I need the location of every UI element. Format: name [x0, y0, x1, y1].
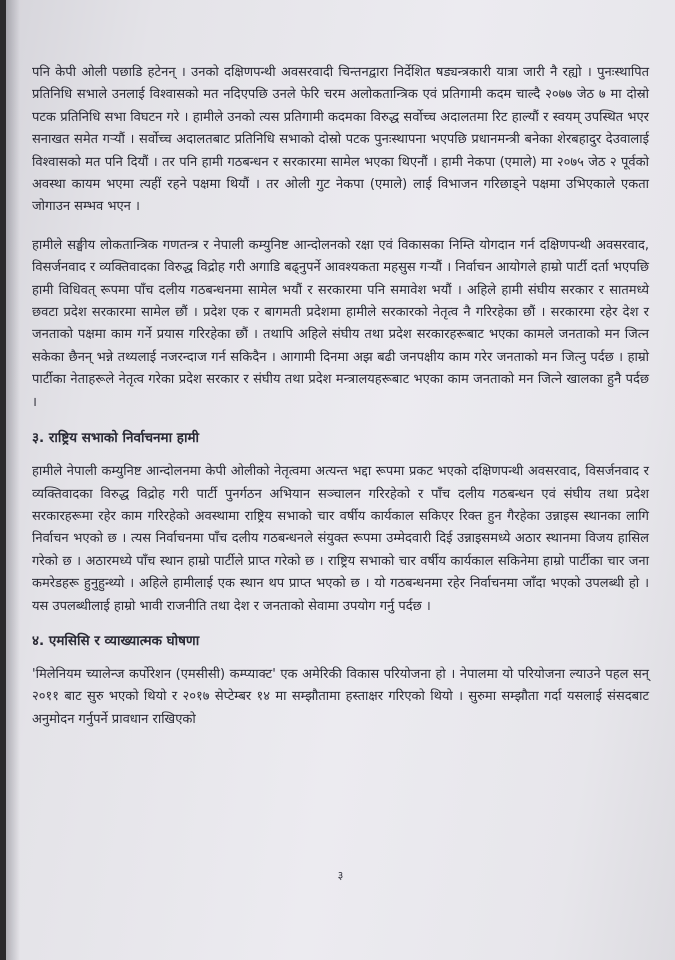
paragraph-4: 'मिलेनियम च्यालेन्ज कर्पोरेशन (एमसीसी) कम्प्याक्ट' एक अमेरिकी विकास परियोजना हो । नेपालमा यो परियोजना ल्याउने पहल सन् २०११ बाट सुरु भएको थियो र २०१७ सेप्टेम्बर १४ मा सम्झौतामा हस्ताक्षर गरिएको थियो । सुरुमा सम्झौता गर्दा यसलाई संसदबाट अनुमोदन गर्नुपर्ने प्रावधान राखिएको — [32, 666, 649, 727]
page-number: ३ — [337, 869, 344, 882]
document-page — [6, 0, 675, 960]
section-heading-3: ३. राष्ट्रिय सभाको निर्वाचनमा हामी — [32, 430, 200, 447]
document-body — [32, 62, 649, 731]
paragraph-3: हामीले नेपाली कम्युनिष्ट आन्दोलनमा केपी ओलीको नेतृत्वमा अत्यन्त भद्दा रूपमा प्रकट भएको दक्षिणपन्थी अवसरवाद, विसर्जनवाद र व्यक्तिवादका विरुद्ध विद्रोह गरी पार्टी पुनर्गठन अभियान सञ्चालन गरिरहेको र पाँच दलीय गठबन्धन एवं संघीय तथा प्रदेश सरकारहरूमा रहेर काम गरिरहेको अवस्थामा राष्ट्रिय सभाको चार वर्षीय कार्यकाल सकिएर रिक्त हुन गैरहेका उन्नाइस स्थानका लागि निर्वाचन भएको छ । त्यस निर्वाचनमा पाँच दलीय गठबन्धनले संयुक्त रूपमा उम्मेदवारी दिई उन्नाइसमध्ये अठार स्थानमा विजय हासिल गरेको छ । अठारमध्ये पाँच स्थान हाम्रो पार्टीले प्राप्त गरेको छ । राष्ट्रिय सभाको चार वर्षीय कार्यकाल सकिनेमा हाम्रो पार्टीका चार जना कमरेडहरू हुनुहुन्थ्यो । अहिले हामीलाई एक स्थान थप प्राप्त भएको छ । यो गठबन्धनमा रहेर निर्वाचनमा जाँदा भएको उपलब्धी हो । यस उपलब्धीलाई हाम्रो भावी राजनीति तथा देश र जनताको सेवामा उपयोग गर्नु पर्दछ । — [32, 464, 649, 614]
page-edge-shadow — [6, 0, 20, 960]
paragraph-2: हामीले सङ्घीय लोकतान्त्रिक गणतन्त्र र नेपाली कम्युनिष्ट आन्दोलनको रक्षा एवं विकासका निम्ति योगदान गर्न दक्षिणपन्थी अवसरवाद, विसर्जनवाद र व्यक्तिवादका विरुद्ध विद्रोह गरी अगाडि बढ्नुपर्ने आवश्यकता महसुस गर्‍यौं । निर्वाचन आयोगले हाम्रो पार्टी दर्ता भएपछि हामी विधिवत् रूपमा पाँच दलीय गठबन्धनमा सामेल भयौं र सरकारमा पनि समावेश भयौं । अहिले हामी संघीय सरकार र सातमध्ये छवटा प्रदेश सरकारमा सामेल छौं । प्रदेश एक र बागमती प्रदेशमा हामीले सरकारको नेतृत्व नै गरिरहेका छौं । सरकारमा रहेर देश र जनताको पक्षमा काम गर्ने प्रयास गरिरहेका छौं । तथापि अहिले संघीय तथा प्रदेश सरकारहरूबाट भएका कामले जनताको मन जित्न सकेका छैनन् भन्ने तथ्यलाई नजरन्दाज गर्न सकिदैन । आगामी दिनमा अझ बढी जनपक्षीय काम गरेर जनताको मन जित्नु पर्दछ । हाम्रो पार्टीका नेताहरूले नेतृत्व गरेका प्रदेश सरकार र संघीय तथा प्रदेश मन्त्रालयहरूबाट भएका काम जनताको मन जित्ने खालका हुनै पर्दछ । — [32, 237, 649, 410]
paragraph-1: पनि केपी ओली पछाडि हटेनन् । उनको दक्षिणपन्थी अवसरवादी चिन्तनद्वारा निर्देशित षड्यन्त्रकारी यात्रा जारी नै रह्यो । पुनःस्थापित प्रतिनिधि सभाले उनलाई विश्वासको मत नदिएपछि उनले फेरि चरम अलोकतान्त्रिक एवं प्रतिगामी कदम चाल्दै २०७७ जेठ ७ मा दोस्रो पटक प्रतिनिधि सभा विघटन गरे । हामीले उनको त्यस प्रतिगामी कदमका विरुद्ध सर्वोच्च अदालतमा रिट हाल्यौं र स्वयम् उपस्थित भएर सनाखत समेत गर्‍यौं । सर्वोच्च अदालतबाट प्रतिनिधि सभाको दोस्रो पटक पुनःस्थापना भएपछि प्रधानमन्त्री बनेका शेरबहादुर देउवालाई विश्वासको मत पनि दियौं । तर पनि हामी गठबन्धन र सरकारमा सामेल भएका थिएनौं । हामी नेकपा (एमाले) मा २०७५ जेठ २ पूर्वको अवस्था कायम भएमा त्यहीं रहने पक्षमा थियौं । तर ओली गुट नेकपा (एमाले) लाई विभाजन गरिछाड्ने पक्षमा उभिएकाले एकता जोगाउन सम्भव भएन । — [32, 65, 649, 215]
section-heading-4: ४. एमसिसि र व्याख्यात्मक घोषणा — [32, 632, 200, 649]
